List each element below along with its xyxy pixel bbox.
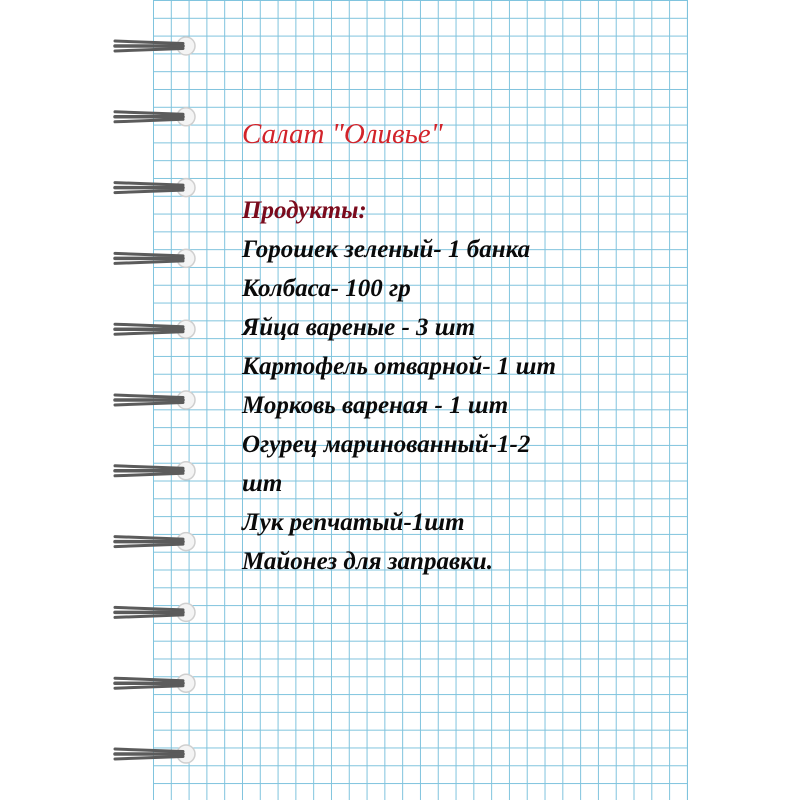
spiral-ring xyxy=(115,533,195,551)
list-item xyxy=(242,386,682,425)
ingredient-text: Яйца вареные - 3 шт xyxy=(242,314,476,341)
ingredient-text: Горошек зеленый- 1 банка xyxy=(242,236,531,263)
ingredient-list xyxy=(242,230,682,581)
spiral-ring xyxy=(115,179,195,197)
spiral-ring xyxy=(115,391,195,409)
spiral-ring xyxy=(115,745,195,763)
ingredient-text: Майонез для заправки. xyxy=(242,548,493,575)
list-item xyxy=(242,542,682,581)
section-heading: Продукты: xyxy=(242,197,367,224)
ingredient-text: Лук репчатый-1шт xyxy=(242,509,465,536)
list-item xyxy=(242,269,682,308)
list-item xyxy=(242,308,682,347)
spiral-ring xyxy=(115,249,195,267)
list-item xyxy=(242,503,682,542)
spiral-ring xyxy=(115,674,195,692)
spiral-ring xyxy=(115,603,195,621)
ingredient-text: Картофель отварной- 1 шт xyxy=(242,353,556,380)
list-item xyxy=(242,464,682,503)
ingredient-text: Морковь вареная - 1 шт xyxy=(242,392,509,419)
spiral-binding-icon xyxy=(0,0,220,800)
spiral-ring xyxy=(115,37,195,55)
ingredient-text: Колбаса- 100 гр xyxy=(242,275,411,302)
list-item xyxy=(242,347,682,386)
spiral-ring xyxy=(115,320,195,338)
recipe-content xyxy=(242,106,682,581)
recipe-title: Салат "Оливье" xyxy=(242,118,443,150)
list-item xyxy=(242,425,682,464)
ingredient-text: Огурец маринованный-1-2 xyxy=(242,431,531,458)
list-item xyxy=(242,230,682,269)
ingredient-text: шт xyxy=(242,470,283,497)
spiral-ring xyxy=(115,462,195,480)
spiral-ring xyxy=(115,108,195,126)
